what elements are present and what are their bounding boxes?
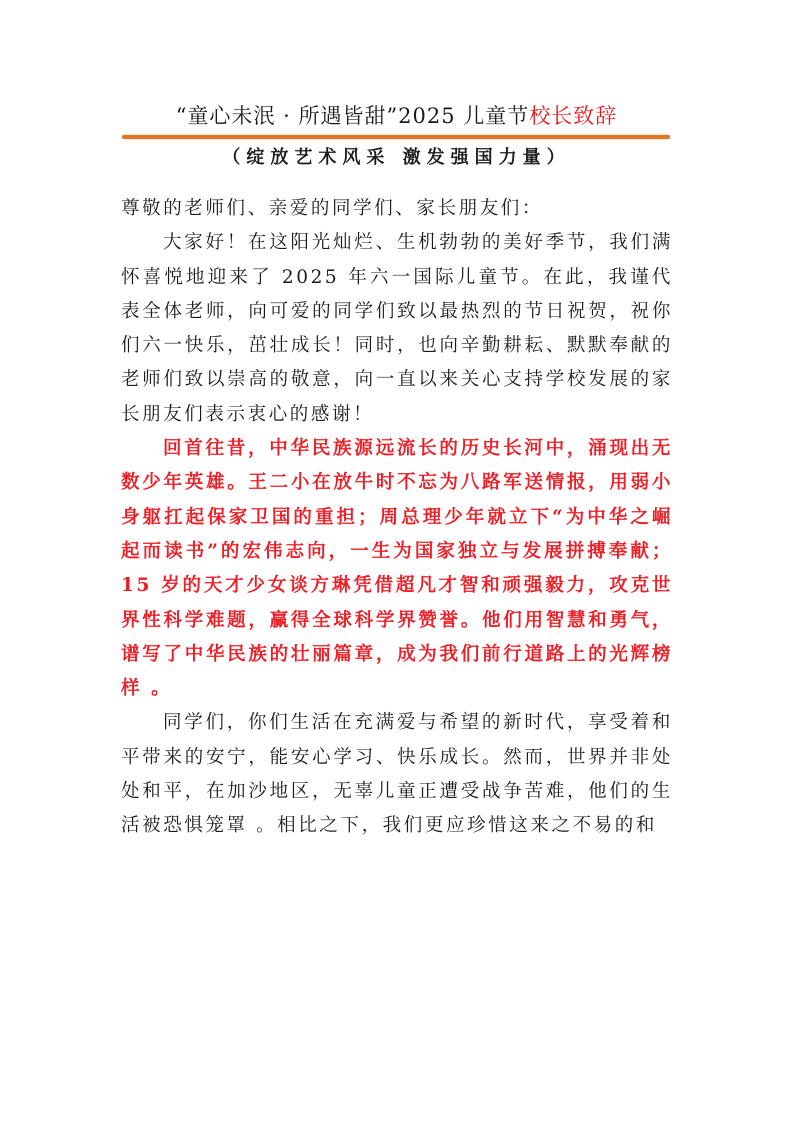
document-subtitle: （绽放艺术风采 激发强国力量）	[222, 147, 571, 168]
title-underline-divider	[122, 135, 670, 139]
document-title	[0, 101, 793, 131]
paragraph-peace: 同学们，你们生活在充满爱与希望的新时代，享受着和平带来的安宁，能安心学习、快乐成长。然而，世界并非处处和平，在加沙地区，无辜儿童正遭受战争苦难，他们的生活被恐惧笼罩 。相比之下，我们更应珍惜这来之不易的和	[121, 712, 673, 837]
salutation: 尊敬的老师们、亲爱的同学们、家长朋友们：	[121, 198, 544, 219]
title-accent: 校长致辞	[529, 104, 618, 128]
document-body	[121, 192, 673, 844]
paragraph-heroes: 回首往昔，中华民族源远流长的历史长河中，涌现出无数少年英雄。王二小在放牛时不忘为八路军送情报，用弱小身躯扛起保家卫国的重担；周总理少年就立下“为中华之崛起而读书”的宏伟志向，一生为国家独立与发展拼搏奉献；15 岁的天才少女谈方琳凭借超凡才智和顽强毅力，攻克世界性科学难题，赢得全球科学界赞誉。他们用智慧和勇气，谱写了中华民族的壮丽篇章，成为我们前行道路上的光辉榜样 。	[121, 438, 673, 700]
paragraph-greeting: 大家好！在这阳光灿烂、生机勃勃的美好季节，我们满怀喜悦地迎来了 2025 年六一国际儿童节。在此，我谨代表全体老师，向可爱的同学们致以最热烈的节日祝贺，祝你们六一快乐，茁壮成长！同时，也向辛勤耕耘、默默奉献的老师们致以崇高的敬意，向一直以来关心支持学校发展的家长朋友们表示衷心的感谢！	[121, 232, 673, 425]
title-main: “童心未泯 · 所遇皆甜”2025 儿童节	[175, 104, 530, 128]
